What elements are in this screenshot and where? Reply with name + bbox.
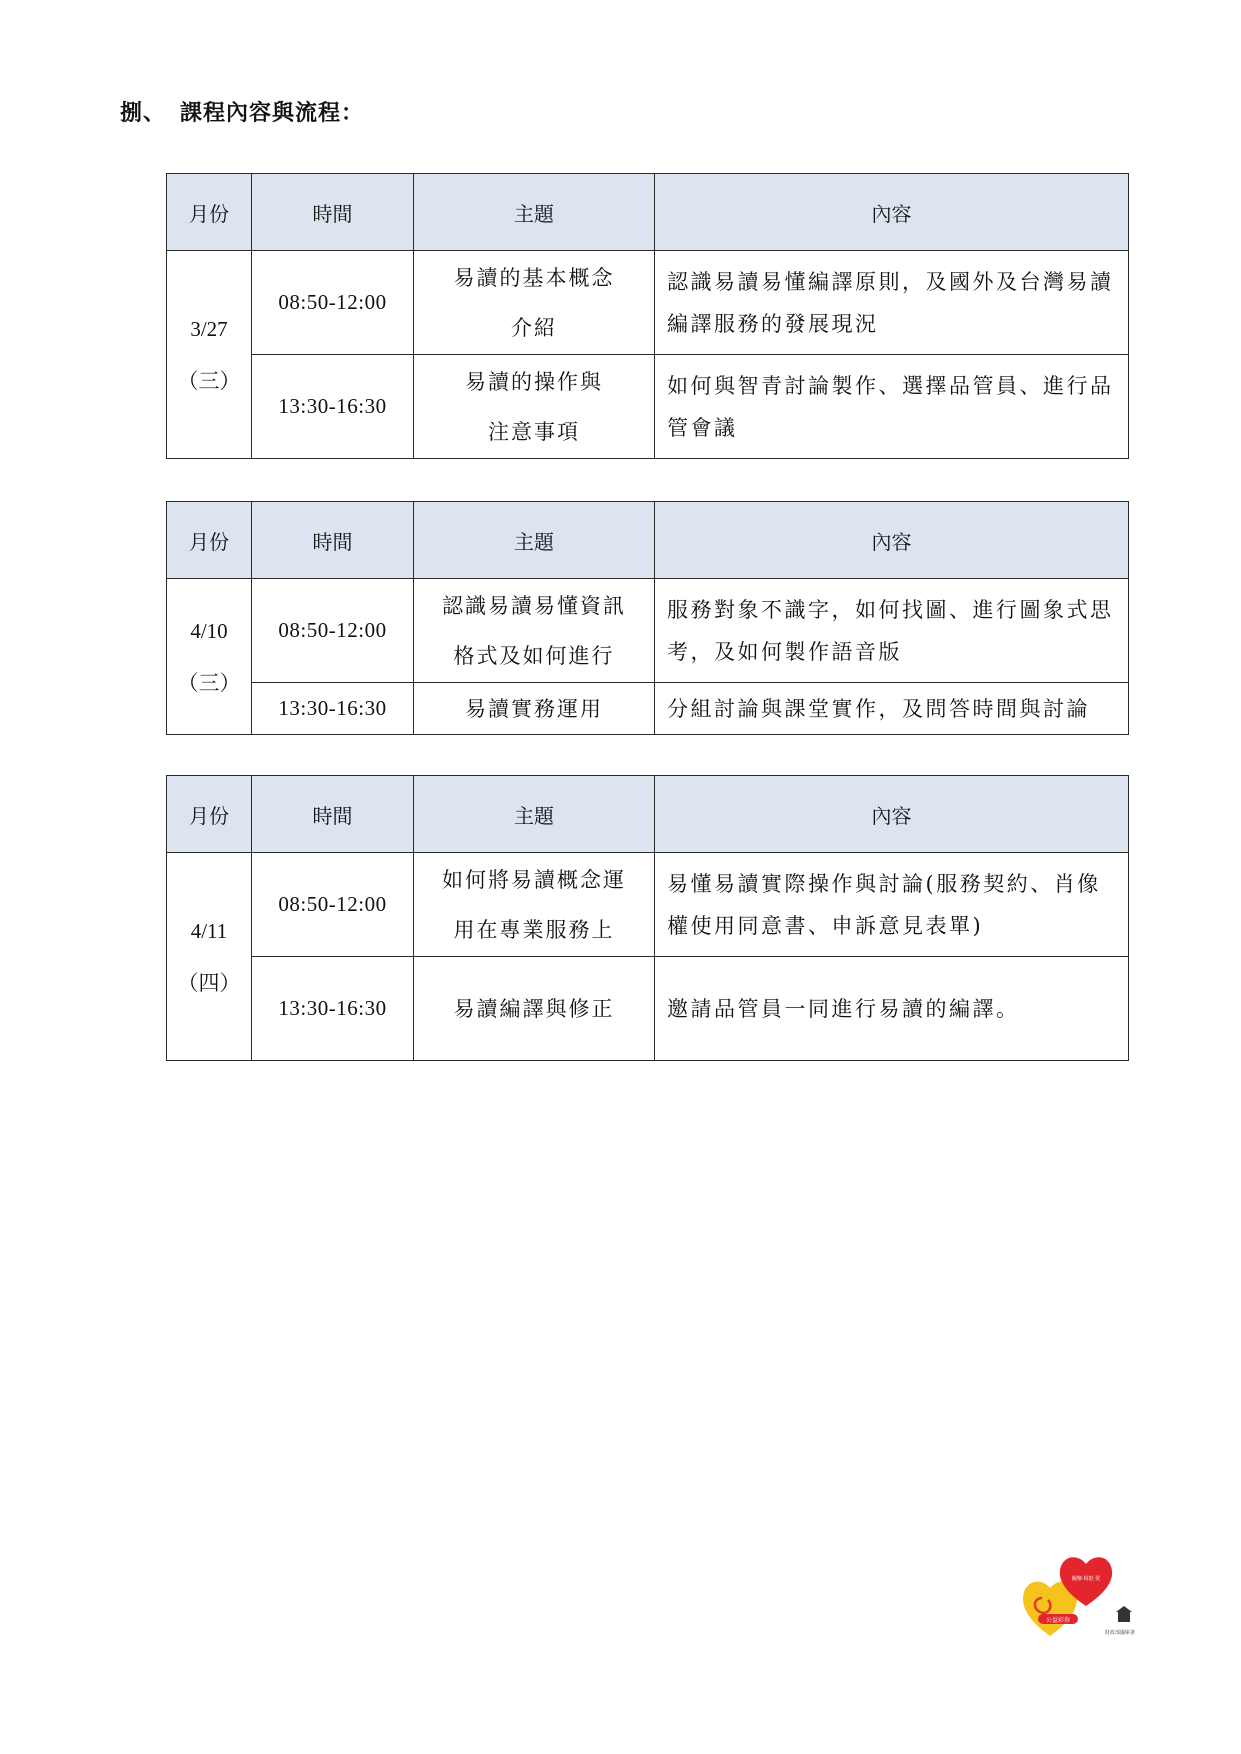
header-topic: 主題	[414, 174, 655, 251]
topic-cell	[414, 957, 655, 1061]
topic-line: 易讀的操作與	[465, 369, 603, 394]
logo-heart-text: 關懷·相挺·愛	[1071, 1576, 1101, 1582]
weekday: （三）	[177, 368, 241, 393]
weekday: （三）	[177, 670, 241, 695]
header-month: 月份	[167, 502, 252, 579]
header-topic: 主題	[414, 776, 655, 853]
date: 4/10	[190, 618, 228, 643]
header-topic: 主題	[414, 502, 655, 579]
topic-line: 如何將易讀概念運	[442, 867, 626, 892]
header-content: 內容	[655, 174, 1129, 251]
content-cell: 認識易讀易懂編譯原則，及國外及台灣易讀編譯服務的發展現況	[655, 251, 1129, 355]
topic-line: 介紹	[511, 315, 557, 340]
content-cell: 邀請品管員一同進行易讀的編譯。	[655, 957, 1129, 1061]
content-cell: 易懂易讀實際操作與討論(服務契約、肖像權使用同意書、申訴意見表單)	[655, 853, 1129, 957]
building-icon	[1116, 1606, 1132, 1622]
lottery-logo-icon	[1020, 1550, 1145, 1638]
table-row	[167, 957, 1129, 1061]
time-cell: 08:50-12:00	[252, 853, 414, 957]
topic-line: 格式及如何進行	[453, 643, 615, 668]
header-time: 時間	[252, 174, 414, 251]
topic-line: 注意事項	[488, 419, 580, 444]
time-cell: 13:30-16:30	[252, 683, 414, 735]
schedule-table-1	[166, 173, 1129, 459]
date: 3/27	[190, 316, 228, 341]
schedule-table-3	[166, 775, 1129, 1061]
table-header-row	[167, 502, 1129, 579]
content-cell: 服務對象不識字，如何找圖、進行圖象式思考，及如何製作語音版	[655, 579, 1129, 683]
date-cell	[167, 579, 252, 735]
topic-line: 易讀實務運用	[465, 696, 603, 721]
date-cell	[167, 853, 252, 1061]
table-row	[167, 251, 1129, 355]
table-row	[167, 683, 1129, 735]
header-time: 時間	[252, 776, 414, 853]
weekday: （四）	[177, 970, 241, 995]
time-cell: 13:30-16:30	[252, 957, 414, 1061]
table-row	[167, 853, 1129, 957]
content-cell: 分組討論與課堂實作，及問答時間與討論	[655, 683, 1129, 735]
table-header-row	[167, 174, 1129, 251]
topic-cell	[414, 251, 655, 355]
table-row	[167, 579, 1129, 683]
topic-cell	[414, 355, 655, 459]
header-month: 月份	[167, 174, 252, 251]
section-number: 捌、	[120, 101, 167, 126]
time-cell: 08:50-12:00	[252, 579, 414, 683]
topic-line: 易讀編譯與修正	[453, 996, 615, 1021]
section-title: 課程內容與流程：	[180, 101, 365, 126]
topic-cell	[414, 683, 655, 735]
logo-org-text: 財政部國庫署	[1104, 1630, 1136, 1636]
topic-line: 易讀的基本概念	[453, 265, 615, 290]
topic-line: 用在專業服務上	[453, 917, 615, 942]
table-header-row	[167, 776, 1129, 853]
header-month: 月份	[167, 776, 252, 853]
logo-badge-text: 公益彩券	[1045, 1617, 1071, 1624]
date-cell	[167, 251, 252, 459]
header-time: 時間	[252, 502, 414, 579]
content-cell: 如何與智青討論製作、選擇品管員、進行品管會議	[655, 355, 1129, 459]
topic-line: 認識易讀易懂資訊	[442, 593, 626, 618]
schedule-table-2	[166, 501, 1129, 735]
topic-cell	[414, 579, 655, 683]
section-heading	[120, 96, 364, 127]
header-content: 內容	[655, 502, 1129, 579]
date: 4/11	[190, 918, 228, 943]
header-content: 內容	[655, 776, 1129, 853]
time-cell: 13:30-16:30	[252, 355, 414, 459]
table-row	[167, 355, 1129, 459]
time-cell: 08:50-12:00	[252, 251, 414, 355]
topic-cell	[414, 853, 655, 957]
